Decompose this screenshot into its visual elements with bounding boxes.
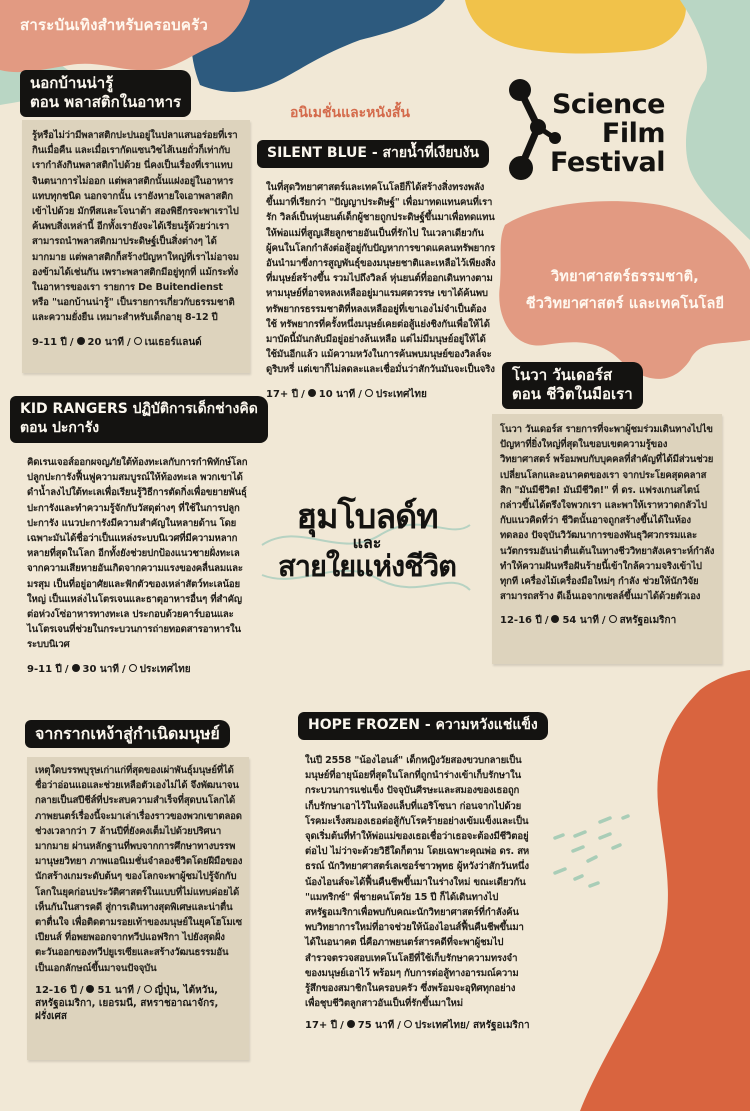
clock-icon (551, 615, 559, 623)
film-title-nova (502, 362, 643, 409)
duration: 75 นาที (357, 1020, 395, 1032)
clock-icon (86, 985, 94, 993)
film-description: เหตุใดบรรพบุรุษเก่าแก่ที่สุดของเผ่าพันธุ์มนุษย์ที่ได้ชื่อว่าอ่อนแอและช่วยเหลือตัวเองไม่ได้ จึงพัฒนาจนกลายเป็นสปีชีส์ที่ประสบความสำเร็จที่สุดบนโลกได้ ภาพยนตร์เรื่องนี้จะมาเล่าเรื่องราวของพวกเขาตลอดช่วงเวลากว่า 7 ล้านปีที่ยังคงเต็มไปด้วยปริศนามากมาย ผ่านหลักฐานที่พบจากการศึกษาทางบรรพมานุษยวิทยา ภาพแอนิเมชั่นจำลองชีวิตโดยฝีมือของนักสร้างเกมระดับต้นๆ ของโลกจะพาผู้ชมไปรู้จักกับโลกในยุคก่อนประวัติศาสตร์ในแบบที่ไม่แทบค่อยได้เห็นกันในสารคดี สู่การเดินทางสุดพิเศษและน่าตื่นตาตื่นใจ เพื่อติดตามรอยเท้าของมนุษย์ในยุคโฮโมเซเปียนส์ ที่อพยพออกจากทวีปแอฟริกา ไปยังสุดฝั่งตะวันออกของทวีปยูเรเซียและสร้างวัฒนธรรมอันเป็นเอกลักษณ์ขึ้นมาจนปัจจุบัน (35, 765, 243, 974)
film-card-kid-rangers (27, 455, 249, 700)
film-title-kid-rangers (10, 396, 268, 443)
country: สหรัฐอเมริกา (619, 615, 677, 627)
feature-title-line-2: และ (352, 533, 382, 552)
film-meta: 9-11 ปี / 30 นาที / ประเทศไทย (27, 663, 191, 675)
globe-icon (129, 664, 137, 672)
film-card-nova (492, 414, 722, 664)
duration: 51 นาที (97, 984, 134, 996)
globe-icon (609, 615, 617, 623)
globe-icon (144, 985, 152, 993)
film-title-hope-frozen (298, 712, 548, 740)
age-rating: 9-11 ปี (27, 663, 62, 675)
mint-blob-right (680, 0, 750, 240)
title-tag: KID RANGERS ปฏิบัติการเด็กช่างคิด ตอน ปะการัง (10, 396, 268, 443)
feature-title-line-3: สายใยแห่งชีวิต (278, 549, 456, 583)
film-description: คิดเรนเจอส์ออกผจญภัยใต้ท้องทะเลกับการกำพิทักษ์โลก ปลูกปะการังฟื้นฟูความสมบูรณ์ให้ท้องทะเล พวกเขาได้ดำน้ำลงไปใต้ทะเลเพื่อเรียนรู้วิธีการตัดกิ่งเพื่อขยายพันธุ์ปะการังและทำความรู้จักกับวัสดุต่างๆ ที่ใช้ในการปลูกปะการัง แนวปะการังมีความสำคัญในหลายด้าน โดยเฉพาะมันได้ชื่อว่าเป็นแหล่งระบบนิเวศที่มีความหลากหลายที่สุดในโลก อีกทั้งยังช่วยปกป้องแนวชายฝั่งทะเลจากความเสียหายอันเกิดจากความแรงของคลื่นลมและมรสุม เป็นที่อยู่อาศัยและฟักตัวของเหล่าสัตว์ทะเลน้อยใหญ่ เป็นแหล่งไนโตรเจนและธาตุอาหารอื่นๆ ที่สำคัญต่อห่วงโซ่อาหารทางทะเล ประกอบด้วยคาร์บอนและไนโตรเจนที่ช่วยในกระบวนการถ่ายทอดสารอาหารในระบบนิเวศ (27, 457, 248, 651)
country: ญี่ปุ่น, ไต้หวัน, สหรัฐอเมริกา, เยอรมนี, สหราชอาณาจักร, ฝรั่งเศส (35, 984, 219, 1022)
title-tag: จากรากเหง้าสู่กำเนิดมนุษย์ (25, 720, 230, 748)
film-meta: 17+ ปี / 10 นาที / ประเทศไทย (266, 388, 427, 400)
clock-icon (72, 664, 80, 672)
film-meta: 12-16 ปี / 54 นาที / สหรัฐอเมริกา (500, 615, 677, 627)
duration: 20 นาที (87, 336, 124, 348)
film-description: รู้หรือไม่ว่ามีพลาสติกปะปนอยู่ในปลาแสนอร่อยที่เรากินเมื่อคืน และเมื่อเรากัดแซนวิชไส้เนยถั่วก็เท่ากับเรากำลังกินพลาสติกไปด้วย นี่คงเป็นเรื่องที่เราแทบจินตนาการไม่ออก แต่พลาสติกนั้นแฝงอยู่ในอาหารแทบทุกชนิด นอกจากนั้น เรายังหายใจเอาพลาสติกเข้าไปด้วย มักทีสและโจนาต้า สองพิธีกรจะพาเราไปค้นพบสิ่งเหล่านี้ อีกทั้งเรายังจะได้เรียนรู้ด้วยว่าเราสามารถนำพลาสติกมาประดิษฐ์เป็นสิ่งต่างๆ ได้มากมาย แต่พลาสติกก็สร้างปัญหาใหญ่ที่เราไม่อาจมองข้ามได้เช่นกัน เพราะพลาสติกมีอยู่ทุกที่ แม้กระทั่งในอาหารของเรา รายการ De Buitendienst หรือ "นอกบ้านน่ารู้" เป็นรายการเกี่ยวกับธรรมชาติและความยั่งยืน เหมาะสำหรับเด็กอายุ 8-12 ปี (32, 130, 239, 324)
film-meta: 9-11 ปี / 20 นาที / เนเธอร์แลนด์ (32, 336, 202, 348)
title-tag: นอกบ้านน่ารู้ ตอน พลาสติกในอาหาร (20, 70, 191, 117)
title-tag: SILENT BLUE - สายน้ำที่เงียบงัน (257, 140, 489, 168)
section-animation: อนิเมชั่นและหนังสั้น (290, 105, 410, 121)
globe-icon (404, 1020, 412, 1028)
globe-icon (365, 389, 373, 397)
age-rating: 17+ ปี (305, 1020, 338, 1032)
duration: 10 นาที (318, 388, 356, 400)
film-description: ในที่สุดวิทยาศาสตร์และเทคโนโลยีก็ได้สร้างสิ่งทรงพลังขึ้นมาที่เรียกว่า "ปัญญาประดิษฐ์" เพื่อมาทดแทนคนที่เรารัก วิลล์เป็นหุ่นยนต์เด็กผู้ชายถูกประดิษฐ์ขึ้นมาเพื่อทดแทนให้พ่อแม่ที่สูญเสียลูกชายอันเป็นที่รักไป ในเวลาเดียวกัน ผู้คนในโลกกำลังต่อสู้อยู่กับปัญหาการขาดแคลนทรัพยากรอันนำมาซึ่งการสูญพันธุ์ของมนุษยชาติและเหลือไว้เพียงสิ่งที่มนุษย์สร้างขึ้น รวมไปถึงวิลล์ หุ่นยนต์ที่ออกเดินทางตามหามนุษย์ที่อาจหลงเหลืออยู่มาแรมศตวรรษ เขาได้ค้นพบทรัพยากรธรรมชาติที่หลงเหลืออยู่ที่เขาเองไม่จำเป็นต้องใช้ ทรัพยากรที่ครั้งหนึ่งมนุษย์เคยต่อสู้แย่งชิงกันเพื่อให้ได้มาบัดนี้มันกลับมีอยู่อย่างล้นเหลือ แต่ไม่มีมนุษย์อยู่ให้ได้ใช้มันอีกแล้ว แม้ความหวังในการค้นพบมนุษย์ของวิลล์จะ ดูริบหรี่ แต่เขาก็ไม่ลดละและเชื่อมั่นว่าสักวันมันจะเป็นจริง (266, 182, 496, 376)
film-meta: 12-16 ปี / 51 นาที / ญี่ปุ่น, ไต้หวัน, สหรัฐอเมริกา, เยอรมนี, สหราชอาณาจักร, ฝรั่งเศส (35, 984, 219, 1022)
feature-title (262, 497, 472, 583)
mint-dashes (555, 816, 628, 886)
film-card-hope-frozen (305, 753, 530, 1103)
film-card-origins (27, 757, 249, 1060)
title-tag: โนวา วันเดอร์ส ตอน ชีวิตในมือเรา (502, 362, 643, 409)
film-title-silent-blue (257, 140, 489, 168)
section-science-line-1: วิทยาศาสตร์ธรรมชาติ, (550, 269, 700, 285)
duration: 30 นาที (82, 663, 119, 675)
section-family: สาระบันเทิงสำหรับครอบครัว (20, 16, 208, 34)
film-meta: 17+ ปี / 75 นาที / ประเทศไทย/ สหรัฐอเมริกา (305, 1020, 530, 1032)
title-tag: HOPE FROZEN - ความหวังแช่แข็ง (298, 712, 548, 740)
film-title-plastic (20, 70, 191, 117)
country: เนเธอร์แลนด์ (144, 336, 202, 348)
film-description: ในปี 2558 "น้องไอนส์" เด็กหญิงวัยสองขวบกลายเป็นมนุษย์ที่อายุน้อยที่สุดในโลกที่ถูกนำร่างเข้าเก็บรักษาในกระบวนการแช่แข็ง ปัจจุบันศีรษะและสมองของเธอถูกเก็บรักษาเอาไว้ในห้องแล็บที่แอริโซนา ก่อนจากไปด้วยโรคมะเร็งสมองเธอต่อสู้กับโรคร้ายอย่างเข้มแข็งและเป็นจุดเริ่มต้นที่ทำให้พ่อแม่ของเธอเชื่อว่าเธอจะต้องมีชีวิตอยู่ต่อไป ไม่ว่าจะด้วยวิธีใดก็ตาม โดยเฉพาะคุณพ่อ ดร. สหธรณ์ นักวิทยาศาสตร์เลเซอร์ชาวพุทธ ผู้หวังว่าสักวันหนึ่ง น้องไอนส์จะได้ฟื้นคืนชีพขึ้นมาในร่างใหม่ ขณะเดียวกัน "แมทริกซ์" พี่ชายคนโตวัย 15 ปี ก็ได้เดินทางไปสหรัฐอเมริกาเพื่อพบกับคณะนักวิทยาศาสตร์ที่กำลังค้นพบวิทยาการใหม่ที่อาจช่วยให้น้องไอนส์ฟื้นคืนชีพขึ้นมาได้ในอนาคต นี่คือภาพยนตร์สารคดีที่จะพาผู้ชมไปสำรวจตรวจสอบเทคโนโลยีที่ใช้เก็บรักษาความทรงจำของมนุษย์เอาไว้ พร้อมๆ กับการต่อสู้ทางอารมณ์ความรู้สึกของสมาชิกในครอบครัว ซึ่งพร้อมจะอุทิศทุกอย่างเพื่อชุบชีวิตลูกสาวอันเป็นที่รักขึ้นมาใหม่ (305, 755, 530, 1010)
feature-title-line-1: ฮุมโบลด์ท (296, 497, 438, 537)
section-science (505, 264, 745, 318)
age-rating: 12-16 ปี (35, 984, 77, 996)
logo-line-3: Festival (550, 147, 665, 178)
logo-line-2: Film (601, 118, 665, 149)
clock-icon (308, 389, 316, 397)
country: ประเทศไทย/ สหรัฐอเมริกา (414, 1020, 530, 1032)
orange-blob-bottom-right (580, 670, 750, 1111)
film-card-plastic (22, 120, 250, 373)
film-card-silent-blue (266, 180, 496, 460)
age-rating: 17+ ปี (266, 388, 299, 400)
age-rating: 9-11 ปี (32, 336, 67, 348)
section-science-line-2: ชีววิทยาศาสตร์ และเทคโนโลยี (525, 296, 725, 312)
yellow-blob-top-right (465, 0, 686, 54)
film-description: โนวา วันเดอร์ส รายการที่จะพาผู้ชมร่วมเดินทางไปไขปัญหาที่ยิ่งใหญ่ที่สุดในขอบเขตความรู้ของวิทยาศาสตร์ พร้อมพบกับบุคคลที่สำคัญที่ได้มีส่วนช่วยเปลี่ยนโลกและอนาคตของเรา จากประโยคสุดคลาสสิก "มันมีชีวิต! มันมีชีวิต!" ที่ ดร. แฟรงเกนสไตน์กล่าวขึ้นได้ตรึงใจพวกเรา และพาให้เราหวาดกลัวไปกับแนวคิดที่ว่า ชีวิตนั้นอาจถูกสร้างขึ้นได้ในห้องทดลอง ปัจจุบันวิวัฒนาการของพันธุวิศวกรรมและนวัตกรรมอันน่าตื่นเต้นในทางชีววิทยาสังเคราะห์กำลังทำให้ความฝันหรือฝันร้ายนี้เข้าใกล้ความจริงเข้าไปทุกที เครื่องไม้เครื่องมือใหม่ๆ กำลัง ช่วยให้นักวิจัยสามารถสร้าง ดีเอ็นเอจากเซลล์ขึ้นมาได้ด้วยตัวเอง (500, 424, 715, 603)
age-rating: 12-16 ปี (500, 615, 542, 627)
country: ประเทศไทย (375, 388, 427, 400)
duration: 54 นาที (562, 615, 599, 627)
film-title-origins (25, 720, 230, 748)
clock-icon (77, 337, 85, 345)
country: ประเทศไทย (139, 663, 191, 675)
globe-icon (134, 337, 142, 345)
logo-line-1: Science (551, 89, 665, 120)
clock-icon (347, 1020, 355, 1028)
festival-logo (505, 75, 665, 185)
